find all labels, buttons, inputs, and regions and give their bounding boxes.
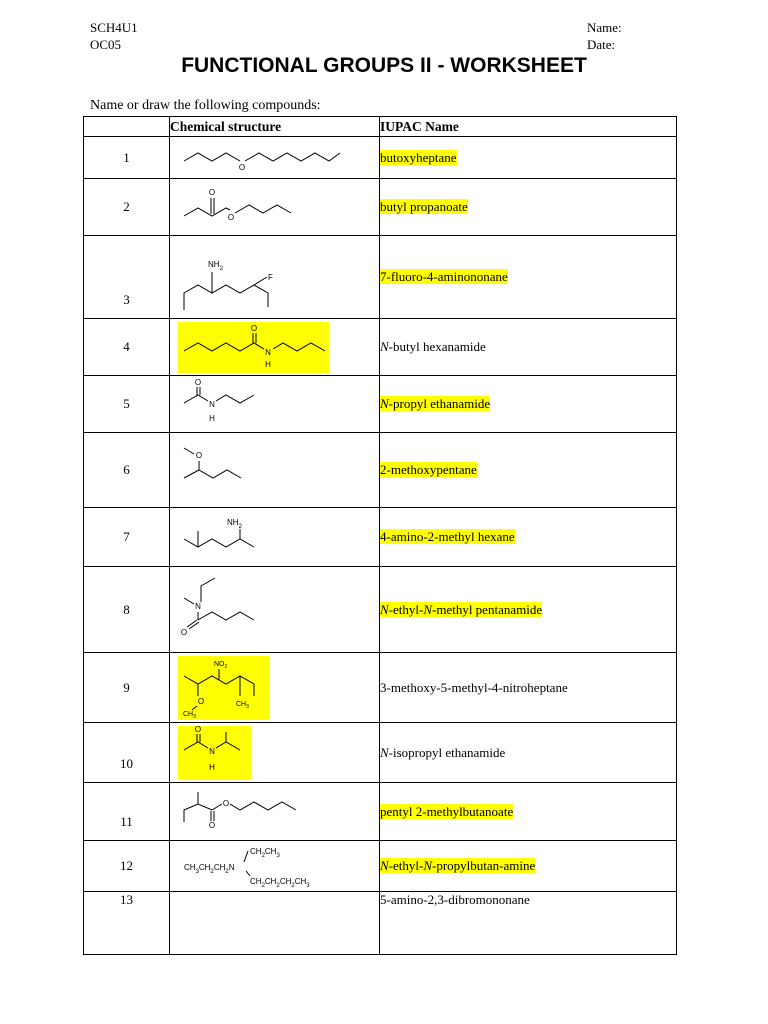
table-header-row: [84, 117, 677, 137]
oxygen-label: O: [238, 162, 246, 172]
nitro-label: $NO_2$: [214, 660, 228, 670]
table-row: [84, 841, 677, 892]
iupac-name: 3-methoxy-5-methyl-4-nitroheptane: [380, 679, 568, 695]
methyl-label: $CH_3$: [236, 700, 249, 710]
structure-ethyl-methyl-pentanamide: [170, 568, 379, 652]
ethyl-group-label: $CH_2CH_3$: [250, 846, 280, 859]
table-row: [84, 653, 677, 723]
nitrogen-label: N: [195, 601, 201, 611]
amine-label: $NH_2$: [208, 259, 223, 272]
propyl-group-label: $CH_3CH_2CH_2N$: [184, 862, 235, 875]
hydrogen-label: H: [265, 359, 271, 369]
structure-butyl-propanoate: [170, 180, 379, 235]
structure-cell: [170, 179, 380, 236]
structure-ethyl-propylbutan-amine: [170, 842, 379, 891]
structure-fluoro-aminononane: [170, 237, 379, 318]
structure-isopropyl-ethanamide: [170, 724, 379, 782]
hydrogen-label: H: [209, 413, 215, 423]
row-number: 6: [84, 433, 170, 508]
iupac-name-cell: [380, 508, 677, 567]
iupac-name-cell: [380, 137, 677, 179]
structure-cell: [170, 653, 380, 723]
iupac-name-cell: [380, 179, 677, 236]
iupac-name: N-ethyl-N-propylbutan-amine: [380, 858, 536, 873]
column-header-iupac: IUPAC Name: [380, 117, 677, 137]
iupac-name: N-isopropyl ethanamide: [380, 744, 506, 760]
iupac-name-cell: [380, 319, 677, 376]
structure-cell: [170, 433, 380, 508]
row-number: 3: [84, 236, 170, 319]
oxygen-label: O: [227, 212, 235, 222]
worksheet-table: [83, 116, 677, 955]
table-row: [84, 179, 677, 236]
oxygen-label: O: [180, 627, 188, 637]
iupac-name: N-propyl ethanamide: [380, 396, 491, 411]
structure-cell: [170, 508, 380, 567]
iupac-name: 2-methoxypentane: [380, 462, 477, 477]
structure-cell-empty: [170, 892, 380, 955]
oxygen-label: O: [208, 820, 216, 830]
course-code: SCH4U1: [90, 20, 138, 35]
row-number: 4: [84, 319, 170, 376]
nitrogen-label: N: [209, 399, 215, 409]
structure-amino-methylhexane: [170, 509, 379, 566]
oxygen-label: O: [197, 696, 205, 706]
iupac-name-cell: [380, 433, 677, 508]
iupac-name: butoxyheptane: [380, 149, 457, 165]
row-number: 8: [84, 567, 170, 653]
structure-cell: [170, 841, 380, 892]
structure-cell: [170, 376, 380, 433]
row-number: 5: [84, 376, 170, 433]
table-row: [84, 319, 677, 376]
row-number: 9: [84, 653, 170, 723]
instructions: Name or draw the following compounds:: [90, 98, 321, 113]
structure-propyl-ethanamide: [170, 377, 379, 432]
name-label: Name:: [587, 20, 622, 35]
structure-methoxy-methyl-nitroheptane: [170, 654, 379, 722]
structure-butyl-hexanamide: [170, 320, 379, 375]
unit-code: OC05: [90, 37, 122, 52]
oxygen-label: O: [194, 377, 202, 387]
iupac-name-cell: [380, 723, 677, 783]
row-number: 1: [84, 137, 170, 179]
iupac-name: N-butyl hexanamide: [380, 339, 486, 354]
iupac-name: N-ethyl-N-methyl pentanamide: [380, 601, 543, 617]
page-title: FUNCTIONAL GROUPS II - WORKSHEET: [181, 54, 587, 77]
iupac-name-cell: [380, 236, 677, 319]
iupac-name-cell: [380, 567, 677, 653]
table-row: [84, 137, 677, 179]
table-row: [84, 433, 677, 508]
structure-cell: [170, 723, 380, 783]
row-number: 2: [84, 179, 170, 236]
iupac-name-cell: [380, 892, 677, 955]
row-number: 10: [84, 723, 170, 783]
structure-butoxyheptane: [170, 138, 379, 178]
oxygen-label: O: [222, 798, 230, 808]
iupac-name-cell: [380, 653, 677, 723]
nitrogen-label: N: [265, 347, 271, 357]
structure-cell: [170, 783, 380, 841]
column-header-number: [84, 117, 170, 137]
table-row: [84, 783, 677, 841]
date-label: Date:: [587, 37, 616, 52]
amine-label: $NH_2$: [227, 517, 242, 530]
row-number: 13: [84, 892, 170, 955]
iupac-name-cell: [380, 376, 677, 433]
oxygen-label: O: [194, 724, 202, 734]
column-header-structure: Chemical structure: [170, 117, 380, 137]
iupac-name: pentyl 2-methylbutanoate: [380, 803, 514, 819]
nitrogen-label: N: [209, 746, 215, 756]
structure-pentyl-methylbutanoate: [170, 784, 379, 840]
row-number: 11: [84, 783, 170, 841]
fluorine-label: F: [268, 272, 273, 282]
iupac-name: butyl propanoate: [380, 199, 468, 214]
table-row: [84, 376, 677, 433]
table-row: [84, 892, 677, 955]
table-row: [84, 508, 677, 567]
structure-cell: [170, 319, 380, 376]
iupac-name: 5-amino-2,3-dibromononane: [380, 892, 530, 907]
structure-cell: [170, 236, 380, 319]
structure-methoxypentane: [170, 434, 379, 507]
oxygen-label: O: [195, 450, 203, 460]
methyl-label: $CH_3$: [183, 710, 196, 720]
row-number: 7: [84, 508, 170, 567]
table-row: [84, 567, 677, 653]
structure-cell: [170, 137, 380, 179]
structure-cell: [170, 567, 380, 653]
iupac-name: 7-fluoro-4-aminononane: [380, 269, 508, 284]
butyl-group-label: $CH_2CH_2CH_2CH_3$: [250, 876, 310, 889]
oxygen-label: O: [250, 323, 258, 333]
iupac-name: 4-amino-2-methyl hexane: [380, 529, 515, 544]
iupac-name-cell: [380, 841, 677, 892]
table-row: [84, 236, 677, 319]
oxygen-label: O: [208, 187, 216, 197]
row-number: 12: [84, 841, 170, 892]
iupac-name-cell: [380, 783, 677, 841]
table-row: [84, 723, 677, 783]
hydrogen-label: H: [209, 762, 215, 772]
